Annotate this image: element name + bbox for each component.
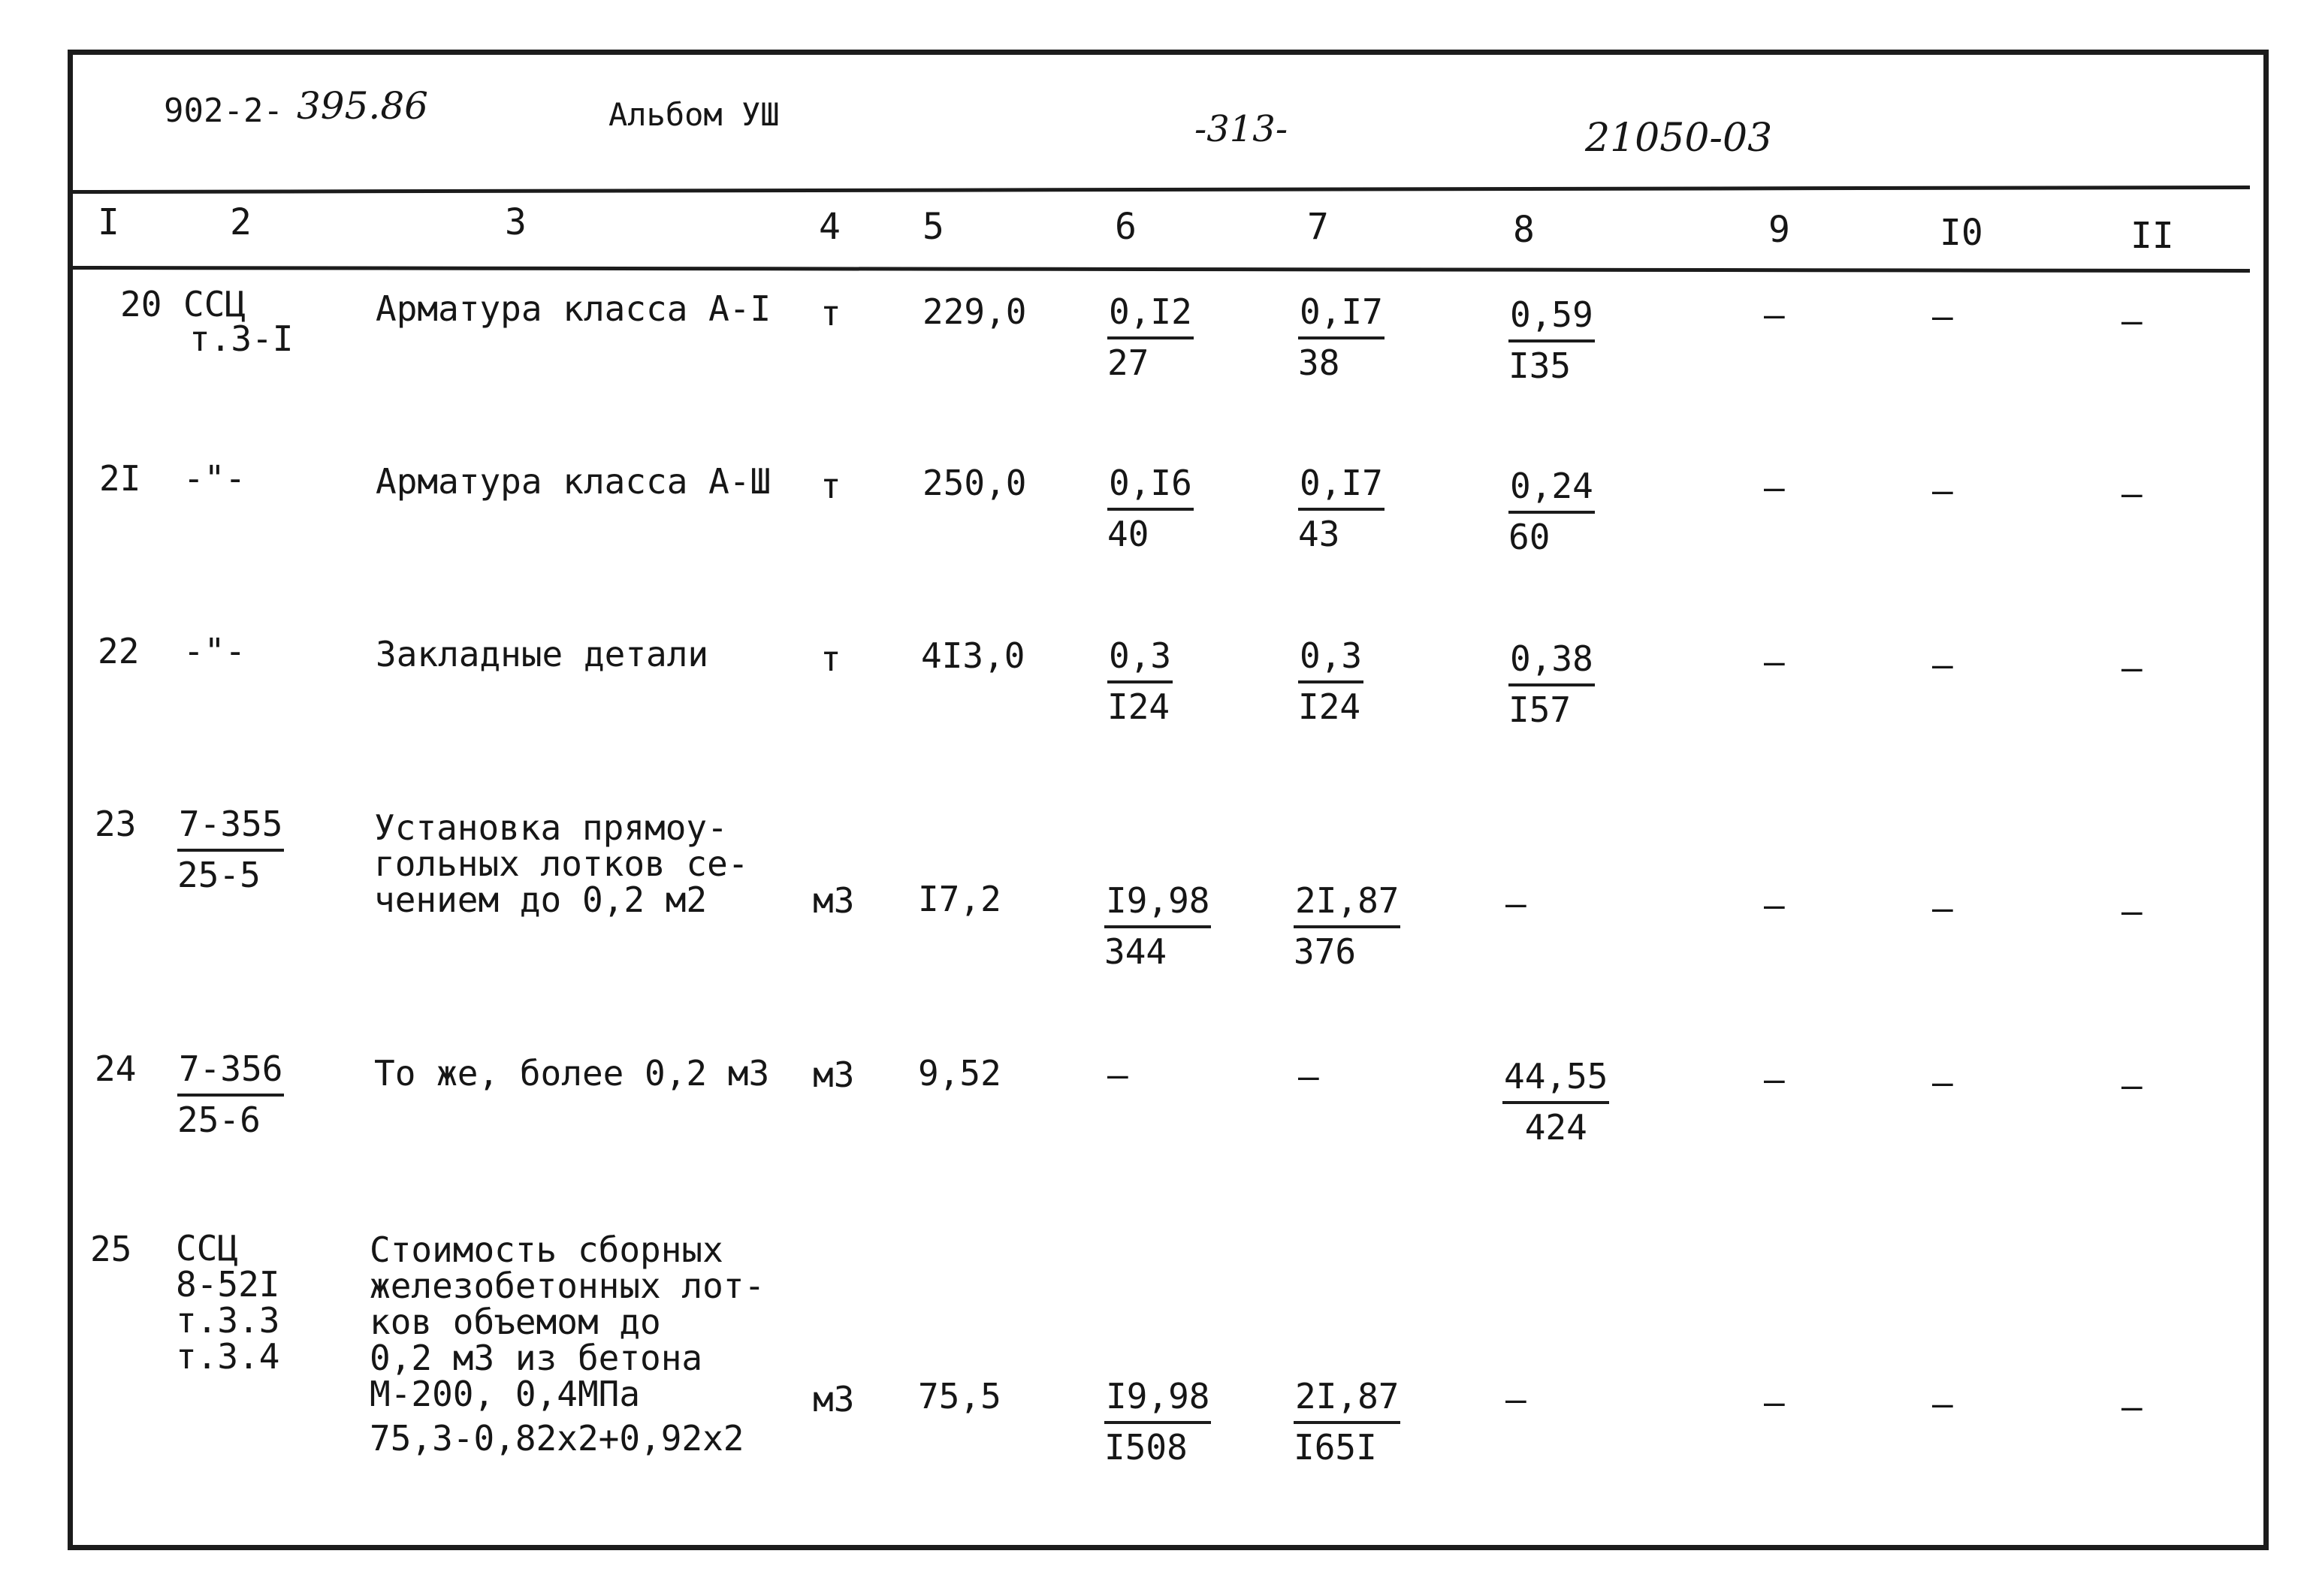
- dash-col8: –: [1505, 1379, 1526, 1420]
- cost-cell-col7: $\frac{2I,87}{I65I}$: [1294, 1376, 1400, 1468]
- dash-col10: –: [1932, 296, 1953, 336]
- row-unit: м3: [813, 1379, 855, 1420]
- row-code: -"-: [183, 458, 246, 499]
- row-code: -"-: [183, 631, 246, 671]
- cost-cell-col7: $\frac{2I,87}{376}$: [1294, 880, 1400, 972]
- dash-col9: –: [1764, 885, 1785, 925]
- row-code-line: ССЦ: [183, 284, 246, 324]
- column-header-6: 6: [1115, 206, 1137, 248]
- column-header-5: 5: [922, 206, 944, 248]
- row-unit: м3: [813, 880, 855, 921]
- dash-col7: –: [1298, 1056, 1319, 1097]
- cost-cell-col6: $\frac{I9,98}{I508}$: [1104, 1376, 1210, 1468]
- dash-col8: –: [1505, 883, 1526, 924]
- row-code-line: т.3-I: [189, 318, 294, 359]
- dash-col10: –: [1932, 888, 1953, 928]
- row-quantity: 4I3,0: [921, 635, 1025, 676]
- cost-cell-col8: $\frac{0,59}{I35}$: [1508, 294, 1593, 386]
- row-number: 23: [95, 804, 137, 844]
- dash-col9: –: [1764, 1059, 1785, 1100]
- row-code: $\frac{7-356}{25-6}$: [177, 1048, 283, 1140]
- column-header-4: 4: [819, 206, 841, 248]
- cost-cell-col7: $\frac{0,I7}{43}$: [1298, 463, 1383, 554]
- row-description: То же, более 0,2 м3: [374, 1053, 770, 1094]
- dash-col11: –: [2121, 647, 2142, 688]
- cost-cell-col8: $\frac{0,38}{I57}$: [1508, 638, 1593, 730]
- row-quantity: 9,52: [918, 1053, 1001, 1094]
- row-number: 2I: [99, 458, 141, 499]
- row-description: Арматура класса А-Ш: [376, 461, 772, 502]
- dash-col9: –: [1764, 641, 1785, 682]
- cost-cell-col7: $\frac{0,3}{I24}$: [1298, 635, 1363, 727]
- row-unit: т: [820, 293, 841, 333]
- dash-col11: –: [2121, 891, 2142, 931]
- cost-cell-col7: $\frac{0,I7}{38}$: [1298, 291, 1383, 383]
- dash-col11: –: [2121, 1065, 2142, 1106]
- column-header-11: II: [2130, 215, 2174, 257]
- dash-col11: –: [2121, 1386, 2142, 1427]
- column-header-2: 2: [230, 201, 252, 243]
- row-description: Стоимость сборных железобетонных лот- ков объемом до 0,2 м3 из бетона М-200, 0,4МПа: [370, 1229, 765, 1414]
- album-label: Альбом УШ: [608, 96, 780, 133]
- dash-col9: –: [1764, 1382, 1785, 1423]
- dash-col10: –: [1932, 1383, 1953, 1424]
- column-header-1: I: [98, 201, 119, 243]
- dash-col10: –: [1932, 470, 1953, 511]
- column-header-8: 8: [1513, 209, 1535, 251]
- row-quantity: 75,5: [918, 1376, 1001, 1416]
- page-number: -313-: [1194, 108, 1288, 150]
- row-number: 22: [98, 631, 140, 671]
- dash-col9: –: [1764, 467, 1785, 508]
- doc-code-handwritten: 395.86: [297, 84, 428, 128]
- dash-col6: –: [1107, 1054, 1128, 1095]
- dash-col10: –: [1932, 1062, 1953, 1103]
- cost-cell-col6: $\frac{I9,98}{344}$: [1104, 880, 1210, 972]
- dash-col11: –: [2121, 473, 2142, 514]
- row-description: Установка прямоу- гольных лотков се- чением до 0,2 м2: [374, 807, 749, 920]
- row-number: 20: [120, 284, 162, 324]
- row-unit: т: [820, 638, 841, 679]
- dash-col11: –: [2121, 300, 2142, 341]
- cost-cell-col6: $\frac{0,3}{I24}$: [1107, 635, 1172, 727]
- dash-col10: –: [1932, 644, 1953, 685]
- row-number: 25: [90, 1229, 132, 1269]
- row-quantity: 229,0: [922, 291, 1027, 332]
- dash-col9: –: [1764, 294, 1785, 335]
- row-code: ССЦ 8-52I т.3.3 т.3.4: [176, 1228, 280, 1377]
- column-header-9: 9: [1768, 209, 1790, 251]
- row-description: Закладные детали: [376, 634, 709, 674]
- row-description: Арматура класса А-I: [376, 288, 772, 329]
- column-header-7: 7: [1307, 206, 1329, 248]
- row-formula: 75,3-0,82х2+0,92х2: [370, 1418, 744, 1459]
- doc-code: 902-2-: [164, 92, 283, 130]
- row-quantity: 250,0: [922, 463, 1027, 503]
- row-unit: м3: [813, 1054, 855, 1095]
- cost-cell-col8: $\frac{44,55}{424}$: [1504, 1056, 1608, 1148]
- row-number: 24: [95, 1048, 137, 1089]
- cost-cell-col8: $\frac{0,24}{60}$: [1508, 466, 1593, 557]
- row-code: $\frac{7-355}{25-5}$: [177, 804, 283, 895]
- cost-cell-col6: $\frac{0,I2}{27}$: [1107, 291, 1192, 383]
- cost-cell-col6: $\frac{0,I6}{40}$: [1107, 463, 1192, 554]
- row-quantity: I7,2: [918, 879, 1001, 919]
- row-unit: т: [820, 466, 841, 506]
- column-header-10: I0: [1940, 212, 1983, 254]
- column-header-3: 3: [505, 201, 527, 243]
- document-number: 21050-03: [1585, 116, 1773, 161]
